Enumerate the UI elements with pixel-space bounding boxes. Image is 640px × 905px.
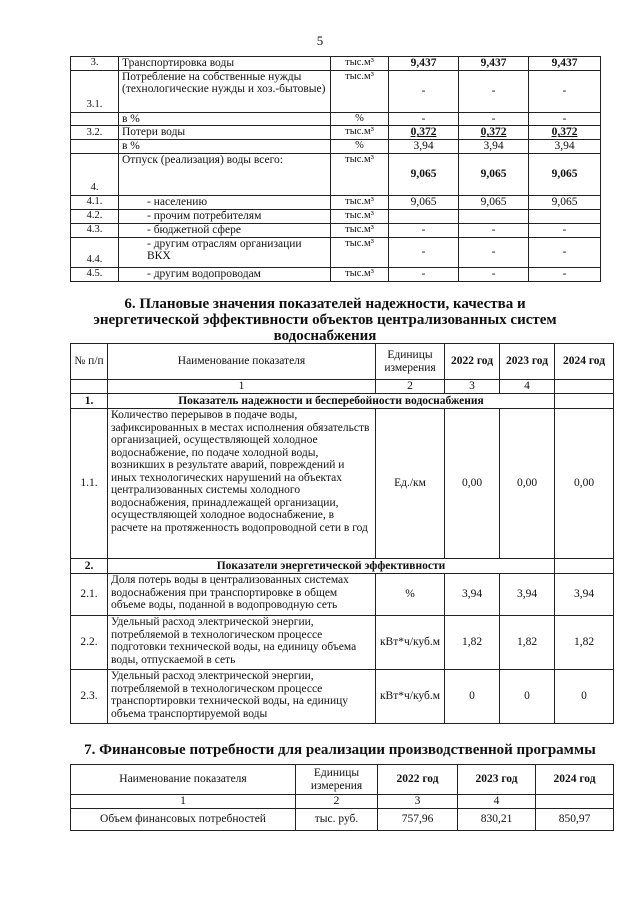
table-row xyxy=(71,195,601,209)
value-2024 xyxy=(529,209,601,223)
colnum-4: 4 xyxy=(458,795,536,809)
indicator-name: Удельный расход электрической энергии, потребляемой в технологическом процессе подготовки технической воды, на единицу объема воды, отпускаемой в сеть xyxy=(108,616,376,670)
row-index: 4.3. xyxy=(71,223,119,237)
indicator-unit: кВт*ч/куб.м xyxy=(376,670,445,724)
value-2023: 0 xyxy=(500,670,555,724)
value-2023: 0,372 xyxy=(459,126,529,140)
col-2022-header: 2022 год xyxy=(445,344,500,380)
finance-row-name: Объем финансовых потребностей xyxy=(71,809,296,831)
value-2022: 1,82 xyxy=(445,616,500,670)
row-index: 4.5. xyxy=(71,267,119,281)
value-2023: - xyxy=(459,237,529,267)
indicator-name: Доля потерь воды в централизованных системах водоснабжения при транспортировке в общем объеме воды, поданной в водопроводную сеть xyxy=(108,574,376,616)
group-index: 2. xyxy=(71,559,108,574)
row-unit: тыс.м³ xyxy=(331,195,389,209)
value-2022: 3,94 xyxy=(445,574,500,616)
row-unit: тыс.м³ xyxy=(331,70,389,112)
financial-needs-table xyxy=(70,764,614,831)
finance-2022: 757,96 xyxy=(378,809,458,831)
row-index: 3.2. xyxy=(71,126,119,140)
value-2024: - xyxy=(529,237,601,267)
section6-title: 6. Плановые значения показателей надежности, качества и энергетической эффективности объектов централизованных систем водоснабжения xyxy=(93,296,557,344)
value-2024: 9,065 xyxy=(529,153,601,195)
value-2024: 3,94 xyxy=(529,140,601,154)
finance-2024: 850,97 xyxy=(536,809,614,831)
value-2024: 9,065 xyxy=(529,195,601,209)
col-2023-header: 2023 год xyxy=(458,765,536,795)
indicator-unit: кВт*ч/куб.м xyxy=(376,616,445,670)
row-unit: тыс.м³ xyxy=(331,223,389,237)
table-row xyxy=(71,112,601,126)
value-2023: - xyxy=(459,112,529,126)
table-row xyxy=(71,237,601,267)
col-2024-header: 2024 год xyxy=(555,344,614,380)
row-index xyxy=(71,140,119,154)
value-2022: - xyxy=(389,112,459,126)
row-name: Отпуск (реализация) воды всего: xyxy=(119,153,331,195)
row-index: 3. xyxy=(71,57,119,71)
finance-2023: 830,21 xyxy=(458,809,536,831)
value-2022: - xyxy=(389,70,459,112)
row-index: 4.4. xyxy=(71,237,119,267)
value-2023: 1,82 xyxy=(500,616,555,670)
col-2024-header: 2024 год xyxy=(536,765,614,795)
value-2022: 0,00 xyxy=(445,409,500,559)
row-unit: тыс.м³ xyxy=(331,126,389,140)
page-number: 5 xyxy=(316,33,324,48)
value-2024: 3,94 xyxy=(555,574,614,616)
value-2024: 0 xyxy=(555,670,614,724)
value-2023: 9,065 xyxy=(459,195,529,209)
value-2023: - xyxy=(459,223,529,237)
colnum-2: 2 xyxy=(376,380,445,394)
table-row xyxy=(71,140,601,154)
row-index: 4.2. xyxy=(71,209,119,223)
value-2022 xyxy=(389,209,459,223)
row-unit: тыс.м³ xyxy=(331,153,389,195)
value-2023: 9,065 xyxy=(459,153,529,195)
value-2024: 0,00 xyxy=(555,409,614,559)
col-unit-header: Единицы измерения xyxy=(296,765,378,795)
col-num-header: № п/п xyxy=(71,344,108,380)
row-unit: тыс.м³ xyxy=(331,237,389,267)
row-index: 1.1. xyxy=(71,409,108,559)
group-title: Показатель надежности и бесперебойности водоснабжения xyxy=(108,394,555,409)
col-2023-header: 2023 год xyxy=(500,344,555,380)
group-title: Показатели энергетической эффективности xyxy=(108,559,555,574)
indicator-name: Количество перерывов в подаче воды, зафиксированных в местах исполнения обязательств организацией, осуществляющей холодное водоснабжение, по подаче холодной воды, возникших в результате аварий, повреждений и иных технологических нарушений на объектах централизованных системы холодного водоснабжения, принадлежащей организации, осуществляющей холодное водоснабжение, в расчете на протяженность водопроводной сети в год xyxy=(108,409,376,559)
row-unit: тыс.м³ xyxy=(331,57,389,71)
value-2022: - xyxy=(389,223,459,237)
row-index xyxy=(71,112,119,126)
value-2022: 0 xyxy=(445,670,500,724)
value-2024: - xyxy=(529,112,601,126)
row-unit: тыс.м³ xyxy=(331,267,389,281)
reliability-indicators-table xyxy=(70,343,614,724)
row-name: - другим водопроводам xyxy=(119,267,331,281)
value-2023: 0,00 xyxy=(500,409,555,559)
col-name-header: Наименование показателя xyxy=(108,344,376,380)
colnum-1: 1 xyxy=(108,380,376,394)
table-row xyxy=(71,267,601,281)
colnum-3: 3 xyxy=(378,795,458,809)
value-2023 xyxy=(459,209,529,223)
indicator-unit: % xyxy=(376,574,445,616)
value-2023: 9,437 xyxy=(459,57,529,71)
row-name: - бюджетной сфере xyxy=(119,223,331,237)
row-index: 3.1. xyxy=(71,70,119,112)
col-unit-header: Единицы измерения xyxy=(376,344,445,380)
row-unit: % xyxy=(331,112,389,126)
colnum-3: 3 xyxy=(445,380,500,394)
table-row xyxy=(71,223,601,237)
value-2022: 0,372 xyxy=(389,126,459,140)
value-2024: 1,82 xyxy=(555,616,614,670)
row-name: - населению xyxy=(119,195,331,209)
value-2023: 3,94 xyxy=(500,574,555,616)
row-index: 2.2. xyxy=(71,616,108,670)
value-2023: 3,94 xyxy=(459,140,529,154)
row-name: - прочим потребителям xyxy=(119,209,331,223)
row-name: Потери воды xyxy=(119,126,331,140)
row-index: 2.3. xyxy=(71,670,108,724)
table-row xyxy=(71,126,601,140)
colnum-1: 1 xyxy=(71,795,296,809)
value-2024: - xyxy=(529,267,601,281)
finance-row-unit: тыс. руб. xyxy=(296,809,378,831)
value-2024: 0,372 xyxy=(529,126,601,140)
value-2022: 9,065 xyxy=(389,153,459,195)
value-2022: 9,437 xyxy=(389,57,459,71)
value-2024: 9,437 xyxy=(529,57,601,71)
table-row xyxy=(71,57,601,71)
row-index: 4. xyxy=(71,153,119,195)
value-2022: 9,065 xyxy=(389,195,459,209)
value-2024: - xyxy=(529,223,601,237)
row-name: Потребление на собственные нужды (технологические нужды и хоз.-бытовые) xyxy=(119,70,331,112)
value-2022: - xyxy=(389,237,459,267)
col-2022-header: 2022 год xyxy=(378,765,458,795)
row-unit: тыс.м³ xyxy=(331,209,389,223)
value-2024: - xyxy=(529,70,601,112)
row-name: в % xyxy=(119,140,331,154)
section7-title: 7. Финансовые потребности для реализации производственной программы xyxy=(84,742,596,758)
row-index: 2.1. xyxy=(71,574,108,616)
value-2023: - xyxy=(459,267,529,281)
value-2022: 3,94 xyxy=(389,140,459,154)
row-name: Транспортировка воды xyxy=(119,57,331,71)
table-row xyxy=(71,209,601,223)
table-row xyxy=(71,70,601,112)
row-name: - другим отраслям организации ВКХ xyxy=(119,237,331,267)
col-name-header: Наименование показателя xyxy=(71,765,296,795)
water-balance-table xyxy=(70,56,601,282)
colnum-2: 2 xyxy=(296,795,378,809)
indicator-unit: Ед./км xyxy=(376,409,445,559)
group-index: 1. xyxy=(71,394,108,409)
row-unit: % xyxy=(331,140,389,154)
row-name: в % xyxy=(119,112,331,126)
indicator-name: Удельный расход электрической энергии, потребляемой в технологическом процессе транспортировки технической воды, на единицу объема транспортируемой воды xyxy=(108,670,376,724)
table-row xyxy=(71,153,601,195)
colnum-4: 4 xyxy=(500,380,555,394)
value-2022: - xyxy=(389,267,459,281)
value-2023: - xyxy=(459,70,529,112)
row-index: 4.1. xyxy=(71,195,119,209)
